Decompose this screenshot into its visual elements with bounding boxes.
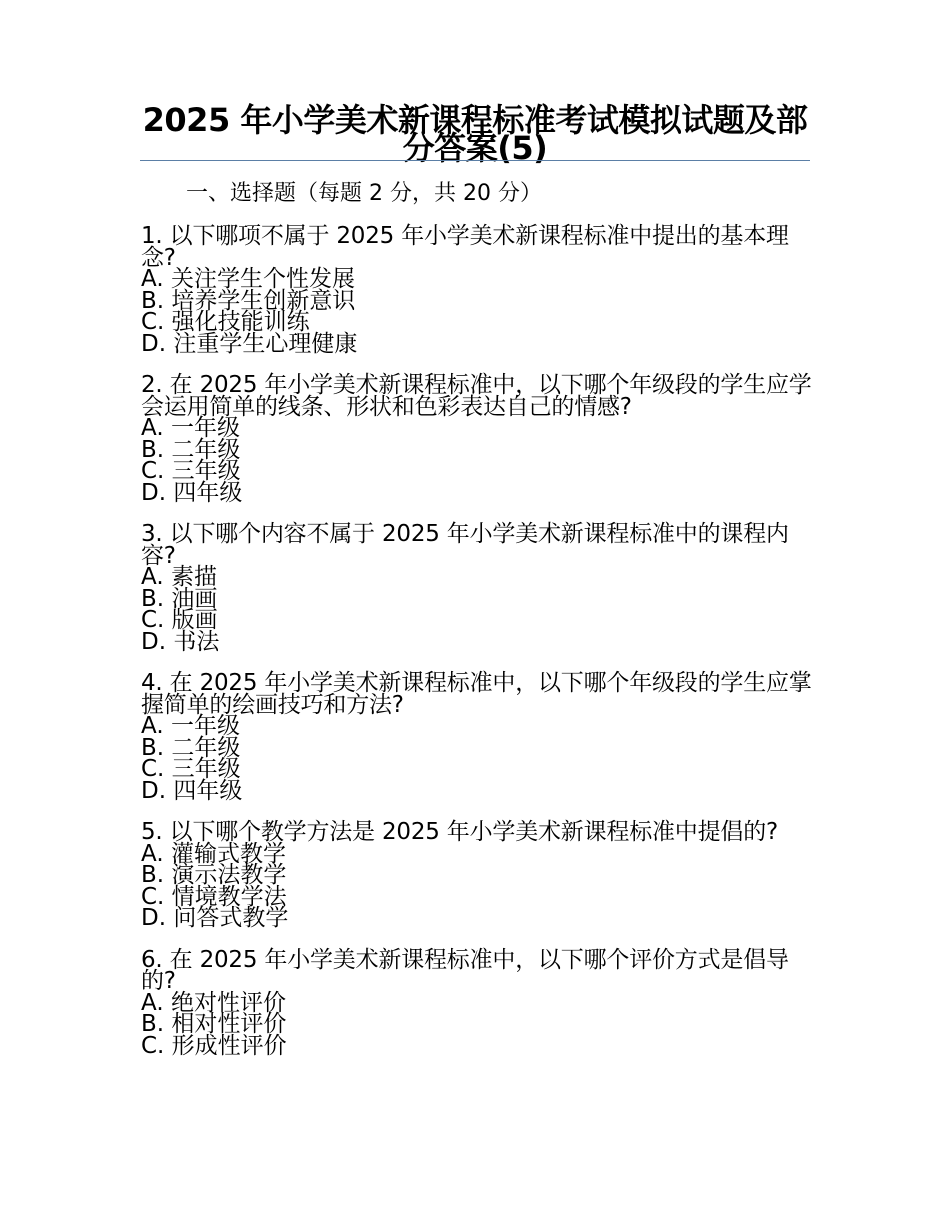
question-text: 3. 以下哪个内容不属于 2025 年小学美术新课程标准中的课程内容? xyxy=(141,521,789,569)
option-c: C. 三年级 xyxy=(141,756,241,782)
option-c: C. 版画 xyxy=(141,607,218,633)
question-3 xyxy=(141,521,813,655)
question-text: 4. 在 2025 年小学美术新课程标准中，以下哪个年级段的学生应掌握简单的绘画技巧和方法? xyxy=(141,670,812,718)
option-b: B. 演示法教学 xyxy=(141,862,287,888)
option-d: D. 书法 xyxy=(141,628,220,655)
option-c: C. 强化技能训练 xyxy=(141,309,310,335)
question-5 xyxy=(141,819,813,931)
option-d: D. 注重学生心理健康 xyxy=(141,330,358,357)
option-c: C. 三年级 xyxy=(141,458,241,484)
question-text: 5. 以下哪个教学方法是 2025 年小学美术新课程标准中提倡的? xyxy=(141,819,779,845)
option-b: B. 培养学生创新意识 xyxy=(141,287,356,314)
title-underline xyxy=(140,160,810,161)
option-b: B. 相对性评价 xyxy=(141,1011,287,1037)
option-b: B. 二年级 xyxy=(141,436,241,463)
option-b: B. 油画 xyxy=(141,585,218,612)
question-1 xyxy=(141,223,813,357)
option-a: A. 关注学生个性发展 xyxy=(141,266,355,292)
option-d: D. 四年级 xyxy=(141,479,243,506)
option-d: D. 问答式教学 xyxy=(141,905,289,931)
option-a: A. 一年级 xyxy=(141,713,240,739)
option-b: B. 二年级 xyxy=(141,734,241,761)
question-2 xyxy=(141,372,813,506)
question-6 xyxy=(141,946,813,1059)
question-list xyxy=(141,223,813,1077)
option-c: C. 情境教学法 xyxy=(141,883,287,910)
option-a: A. 素描 xyxy=(141,564,217,590)
document-title: 2025 年小学美术新课程标准考试模拟试题及部分答案(5) xyxy=(142,101,808,167)
option-d: D. 四年级 xyxy=(141,777,243,804)
question-4 xyxy=(141,670,813,804)
question-text: 2. 在 2025 年小学美术新课程标准中，以下哪个年级段的学生应学会运用简单的线条、形状和色彩表达自己的情感? xyxy=(141,372,812,420)
question-text: 1. 以下哪项不属于 2025 年小学美术新课程标准中提出的基本理念? xyxy=(141,223,789,271)
question-text: 6. 在 2025 年小学美术新课程标准中，以下哪个评价方式是倡导的? xyxy=(141,946,789,994)
option-a: A. 一年级 xyxy=(141,415,240,441)
option-a: A. 灌输式教学 xyxy=(141,840,286,867)
option-a: A. 绝对性评价 xyxy=(141,989,286,1016)
option-c: C. 形成性评价 xyxy=(141,1032,287,1059)
section-heading: 一、选择题（每题 2 分，共 20 分） xyxy=(186,181,542,206)
